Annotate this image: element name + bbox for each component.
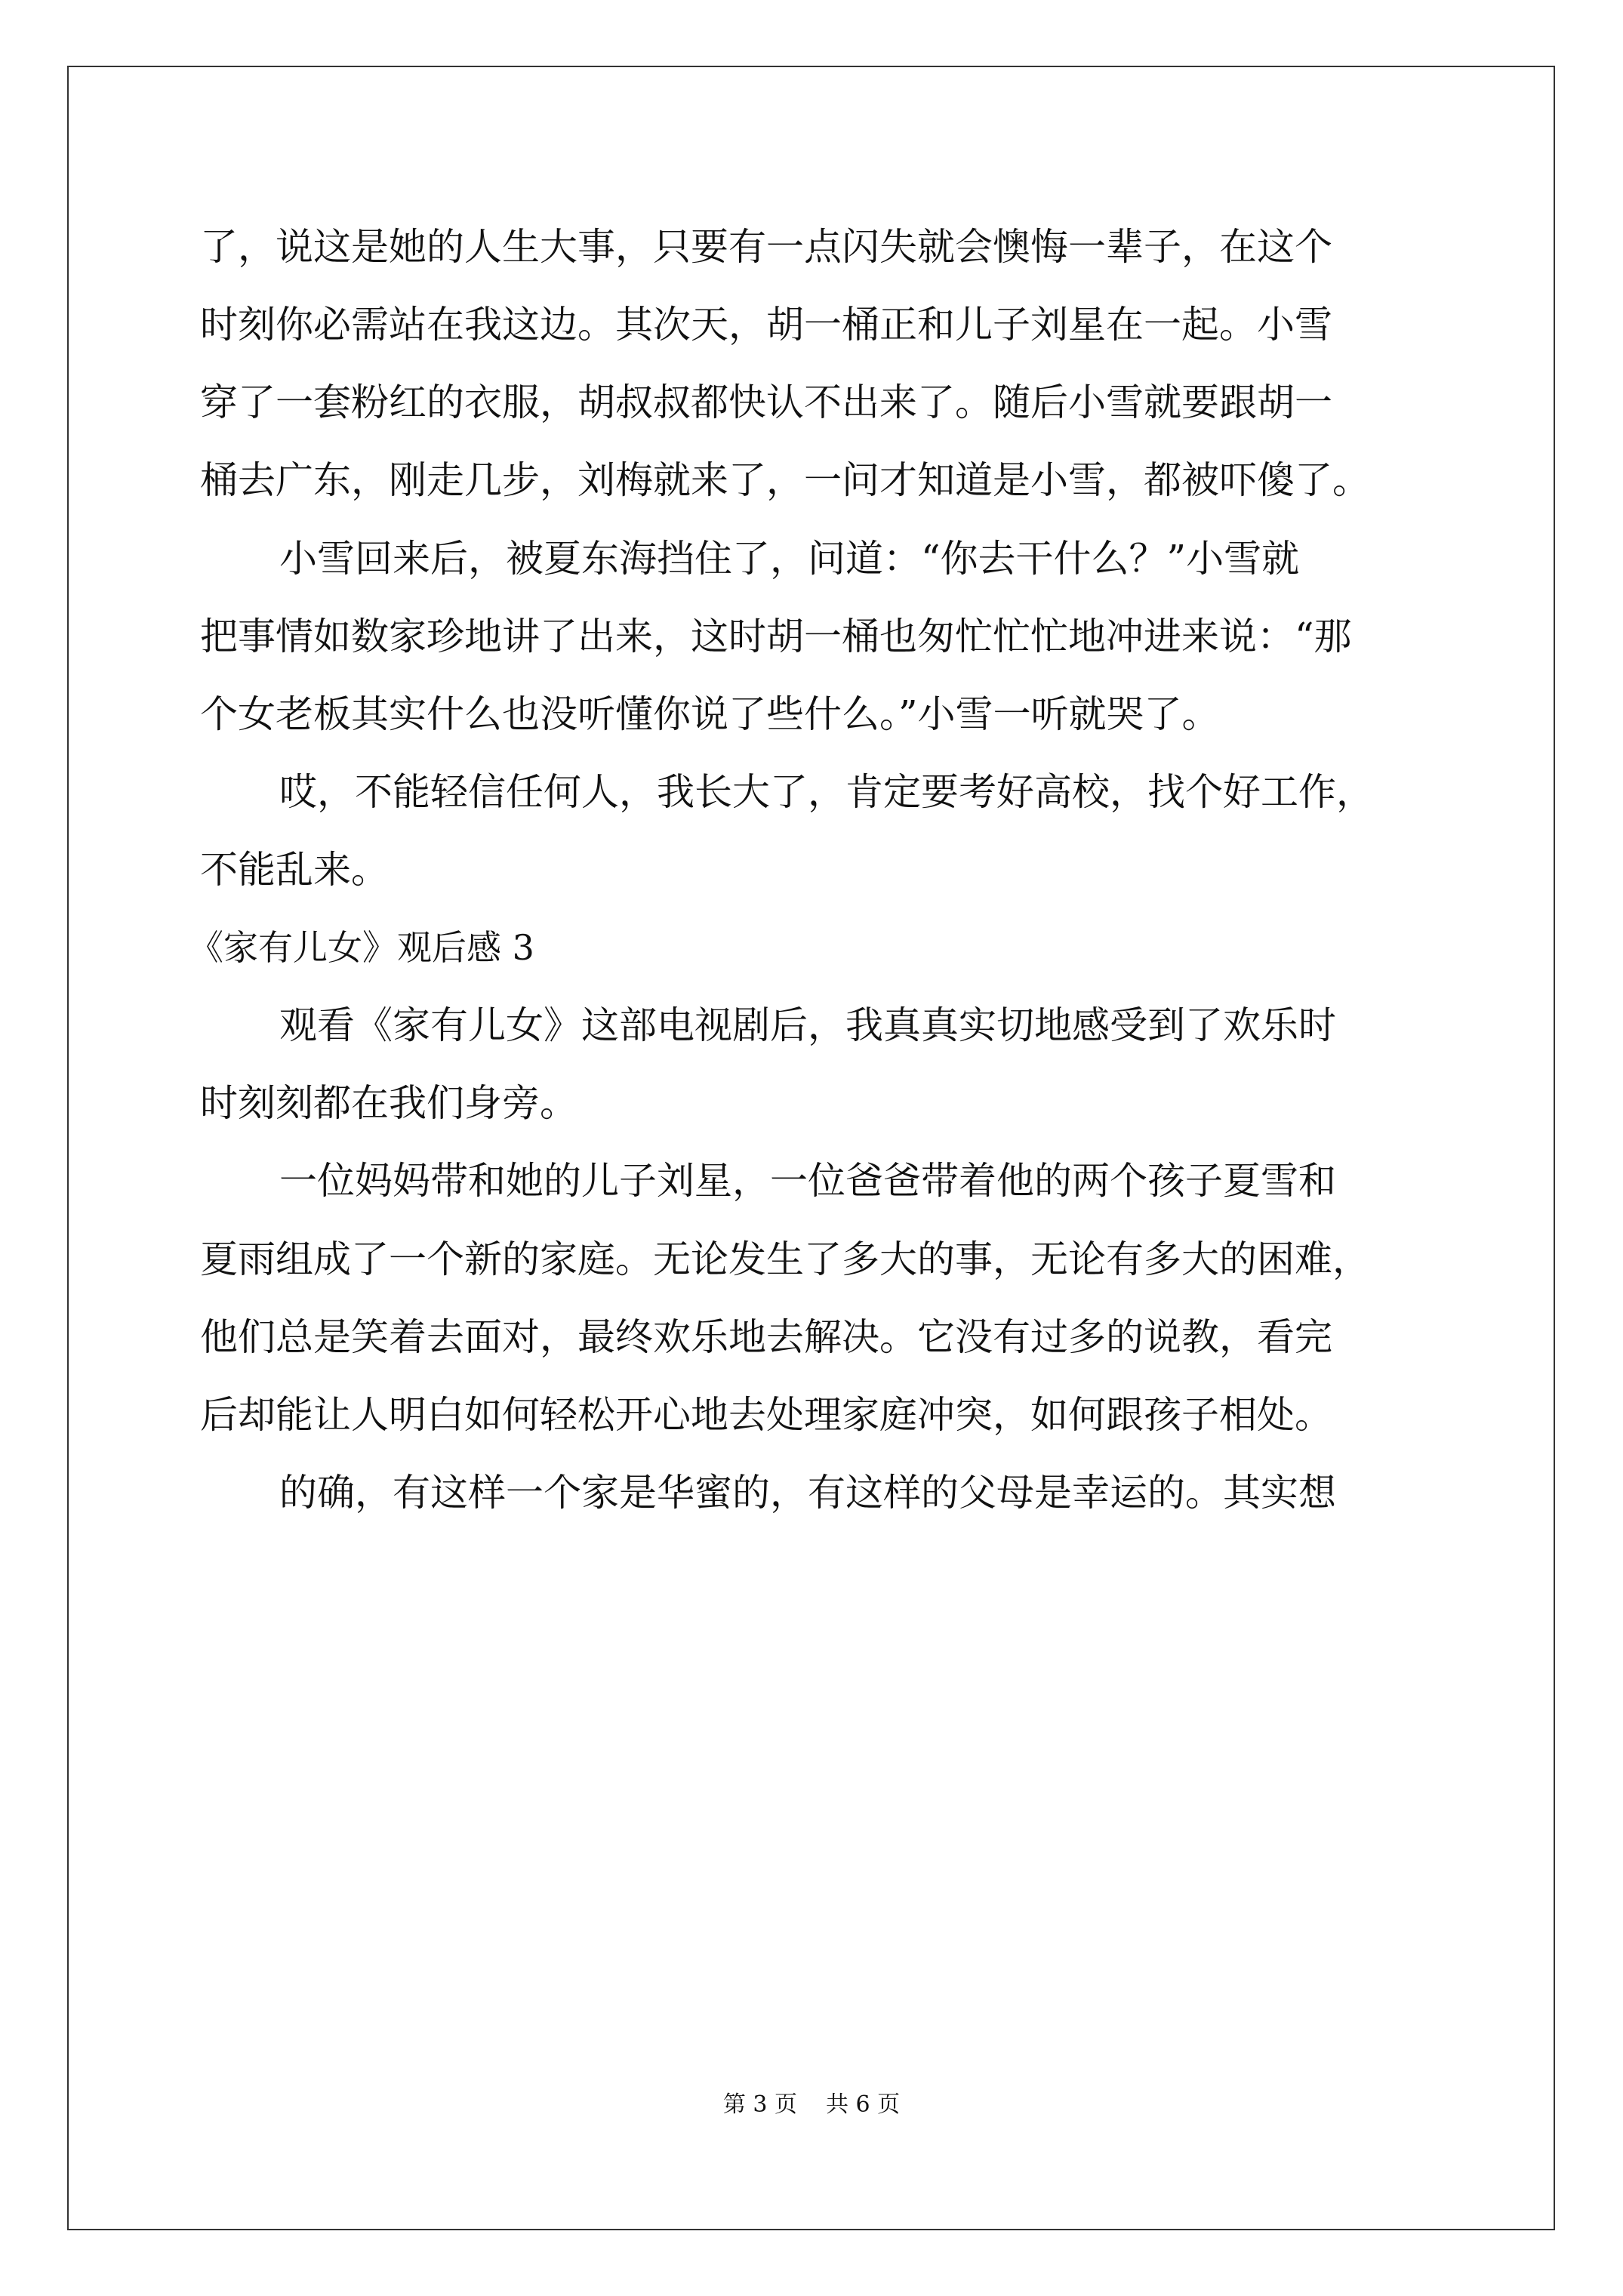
paragraph-line: 把事情如数家珍地讲了出来，这时胡一桶也匆忙忙忙地冲进来说：“那 <box>200 615 1352 658</box>
paragraph-line: 个女老板其实什么也没听懂你说了些什么。”小雪一听就哭了。 <box>200 692 1220 736</box>
page-total: 共 6 页 <box>826 2091 901 2118</box>
paragraph-line: 桶去广东，刚走几步，刘梅就来了，一问才知道是小雪，都被吓傻了。 <box>200 458 1370 502</box>
paragraph-line: 观看《家有儿女》这部电视剧后，我真真实切地感受到了欢乐时 <box>279 1003 1336 1047</box>
paragraph-line: 他们总是笑着去面对，最终欢乐地去解决。它没有过多的说教，看完 <box>200 1315 1332 1359</box>
page-number: 第 3 页 <box>722 2091 797 2118</box>
section-heading: 《家有儿女》观后感 3 <box>189 927 534 968</box>
paragraph-line: 小雪回来后，被夏东海挡住了，问道：“你去干什么？”小雪就 <box>279 537 1300 581</box>
paragraph-line: 哎，不能轻信任何人，我长大了，肯定要考好高校，找个好工作， <box>279 770 1374 814</box>
page-footer <box>0 2090 1623 2120</box>
paragraph-line: 穿了一套粉红的衣服，胡叔叔都快认不出来了。随后小雪就要跟胡一 <box>200 381 1332 424</box>
paragraph-line: 时刻刻都在我们身旁。 <box>200 1081 577 1125</box>
paragraph-line: 夏雨组成了一个新的家庭。无论发生了多大的事，无论有多大的困难， <box>200 1237 1370 1281</box>
paragraph-line: 了，说这是她的人生大事，只要有一点闪失就会懊悔一辈子，在这个 <box>200 225 1332 269</box>
paragraph-line: 不能乱来。 <box>200 848 389 892</box>
paragraph-line: 的确，有这样一个家是华蜜的，有这样的父母是幸运的。其实想 <box>279 1471 1336 1515</box>
paragraph-line: 一位妈妈带和她的儿子刘星，一位爸爸带着他的两个孩子夏雪和 <box>279 1159 1336 1203</box>
paragraph-line: 后却能让人明白如何轻松开心地去处理家庭冲突，如何跟孩子相处。 <box>200 1393 1332 1437</box>
paragraph-line: 时刻你必需站在我这边。其次天，胡一桶正和儿子刘星在一起。小雪 <box>200 303 1332 347</box>
